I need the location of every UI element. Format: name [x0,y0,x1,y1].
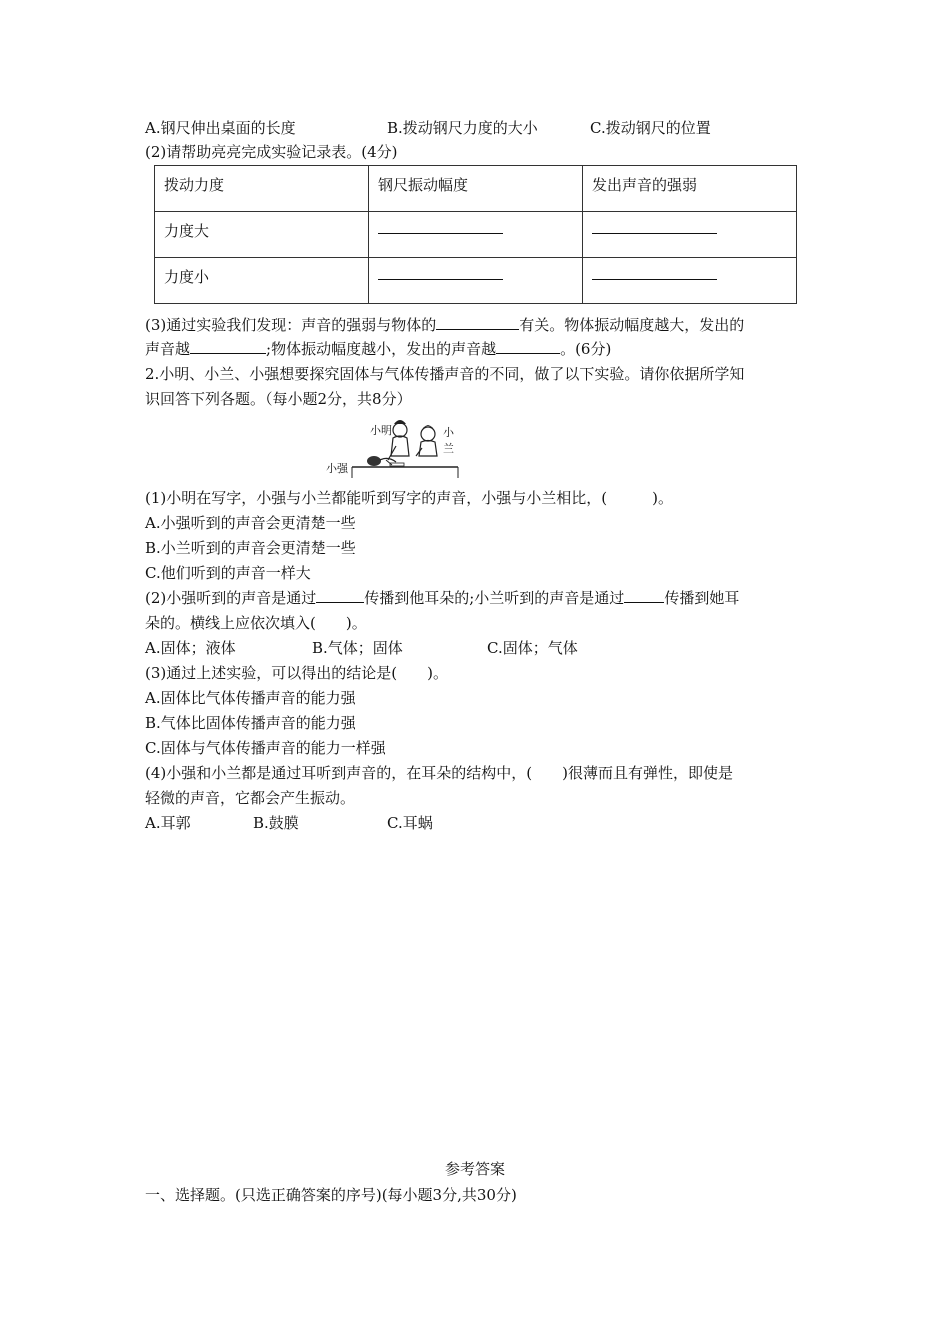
q2-p2-option-c: C.固体；气体 [487,639,578,657]
q2-p4-option-c: C.耳蜗 [387,814,433,832]
answer-blank[interactable] [583,212,797,258]
answer-blank[interactable] [496,339,560,354]
answer-blank[interactable] [369,212,583,258]
q2-p2-option-b: B.气体；固体 [312,639,403,657]
q1-part3-text-e: 。(6分) [560,340,612,358]
q2-p1-stem: (1)小明在写字，小强与小兰都能听到写字的声音，小强与小兰相比，( )。 [145,489,673,507]
answer-blank[interactable] [436,315,519,330]
q2-p3-option-a: A.固体比气体传播声音的能力强 [145,689,356,707]
q2-p1-option-c: C.他们听到的声音一样大 [145,564,311,582]
q2-p4-option-b: B.鼓膜 [253,814,299,832]
q1-part3-line2 [145,339,611,359]
table-header-cell: 发出声音的强弱 [583,166,797,212]
q2-p2-option-a: A.固体；液体 [145,639,236,657]
figure-label-qiang: 小强 [326,462,348,475]
q2-p4-option-a: A.耳郭 [145,814,191,832]
answer-blank[interactable] [190,339,266,354]
q2-p4-line1: (4)小强和小兰都是通过耳听到声音的，在耳朵的结构中，( )很薄而且有弹性，即使是 [145,764,733,782]
table-row [155,258,797,304]
q1-part3-text-b: 有关。物体振动幅度越大，发出的 [519,316,745,334]
record-table [154,165,797,304]
answer-key-title: 参考答案 [444,1160,505,1178]
q2-p2-text-b: 传播到他耳朵的;小兰听到的声音是通过 [364,589,625,607]
q2-p2-line1 [145,588,739,608]
option-c: C.拨动钢尺的位置 [590,119,711,137]
q2-p1-option-b: B.小兰听到的声音会更清楚一些 [145,539,356,557]
row-label: 力度小 [155,258,369,304]
answer-blank[interactable] [369,258,583,304]
table-header-cell: 拨动力度 [155,166,369,212]
q2-p4-line2: 轻微的声音，它都会产生振动。 [145,789,356,807]
q2-p3-option-b: B.气体比固体传播声音的能力强 [145,714,356,732]
q1-part2-stem: (2)请帮助亮亮完成实验记录表。(4分) [145,143,398,161]
q2-intro-line1: 2.小明、小兰、小强想要探究固体与气体传播声音的不同，做了以下实验。请你依据所学知 [145,365,745,383]
option-b: B.拨动钢尺力度的大小 [387,119,538,137]
q1-part3-line1 [145,315,744,335]
answer-blank[interactable] [583,258,797,304]
answer-blank[interactable] [316,588,364,603]
figure-label-lan: 小兰 [443,426,454,455]
answer-section-heading: 一、选择题。(只选正确答案的序号)(每小题3分,共30分) [145,1186,517,1204]
q2-p2-line2: 朵的。横线上应依次填入( )。 [145,614,367,632]
q1-part3-text-d: ;物体振动幅度越小，发出的声音越 [266,340,497,358]
q2-p3-stem: (3)通过上述实验，可以得出的结论是( )。 [145,664,448,682]
q2-intro-line2: 识回答下列各题。（每小题2分，共8分） [145,390,412,408]
row-label: 力度大 [155,212,369,258]
q2-p3-option-c: C.固体与气体传播声音的能力一样强 [145,739,386,757]
table-row [155,212,797,258]
option-a: A.钢尺伸出桌面的长度 [145,119,296,137]
q1-part3-text-c: 声音越 [145,340,191,358]
experiment-figure [322,412,462,480]
q1-part3-text-a: (3)通过实验我们发现：声音的强弱与物体的 [145,316,437,334]
answer-blank[interactable] [624,588,664,603]
table-header-row [155,166,797,212]
q2-p2-text-c: 传播到她耳 [664,589,740,607]
figure-label-ming: 小明 [370,424,392,437]
table-header-cell: 钢尺振动幅度 [369,166,583,212]
q2-p1-option-a: A.小强听到的声音会更清楚一些 [145,514,356,532]
q2-p2-text-a: (2)小强听到的声音是通过 [145,589,317,607]
